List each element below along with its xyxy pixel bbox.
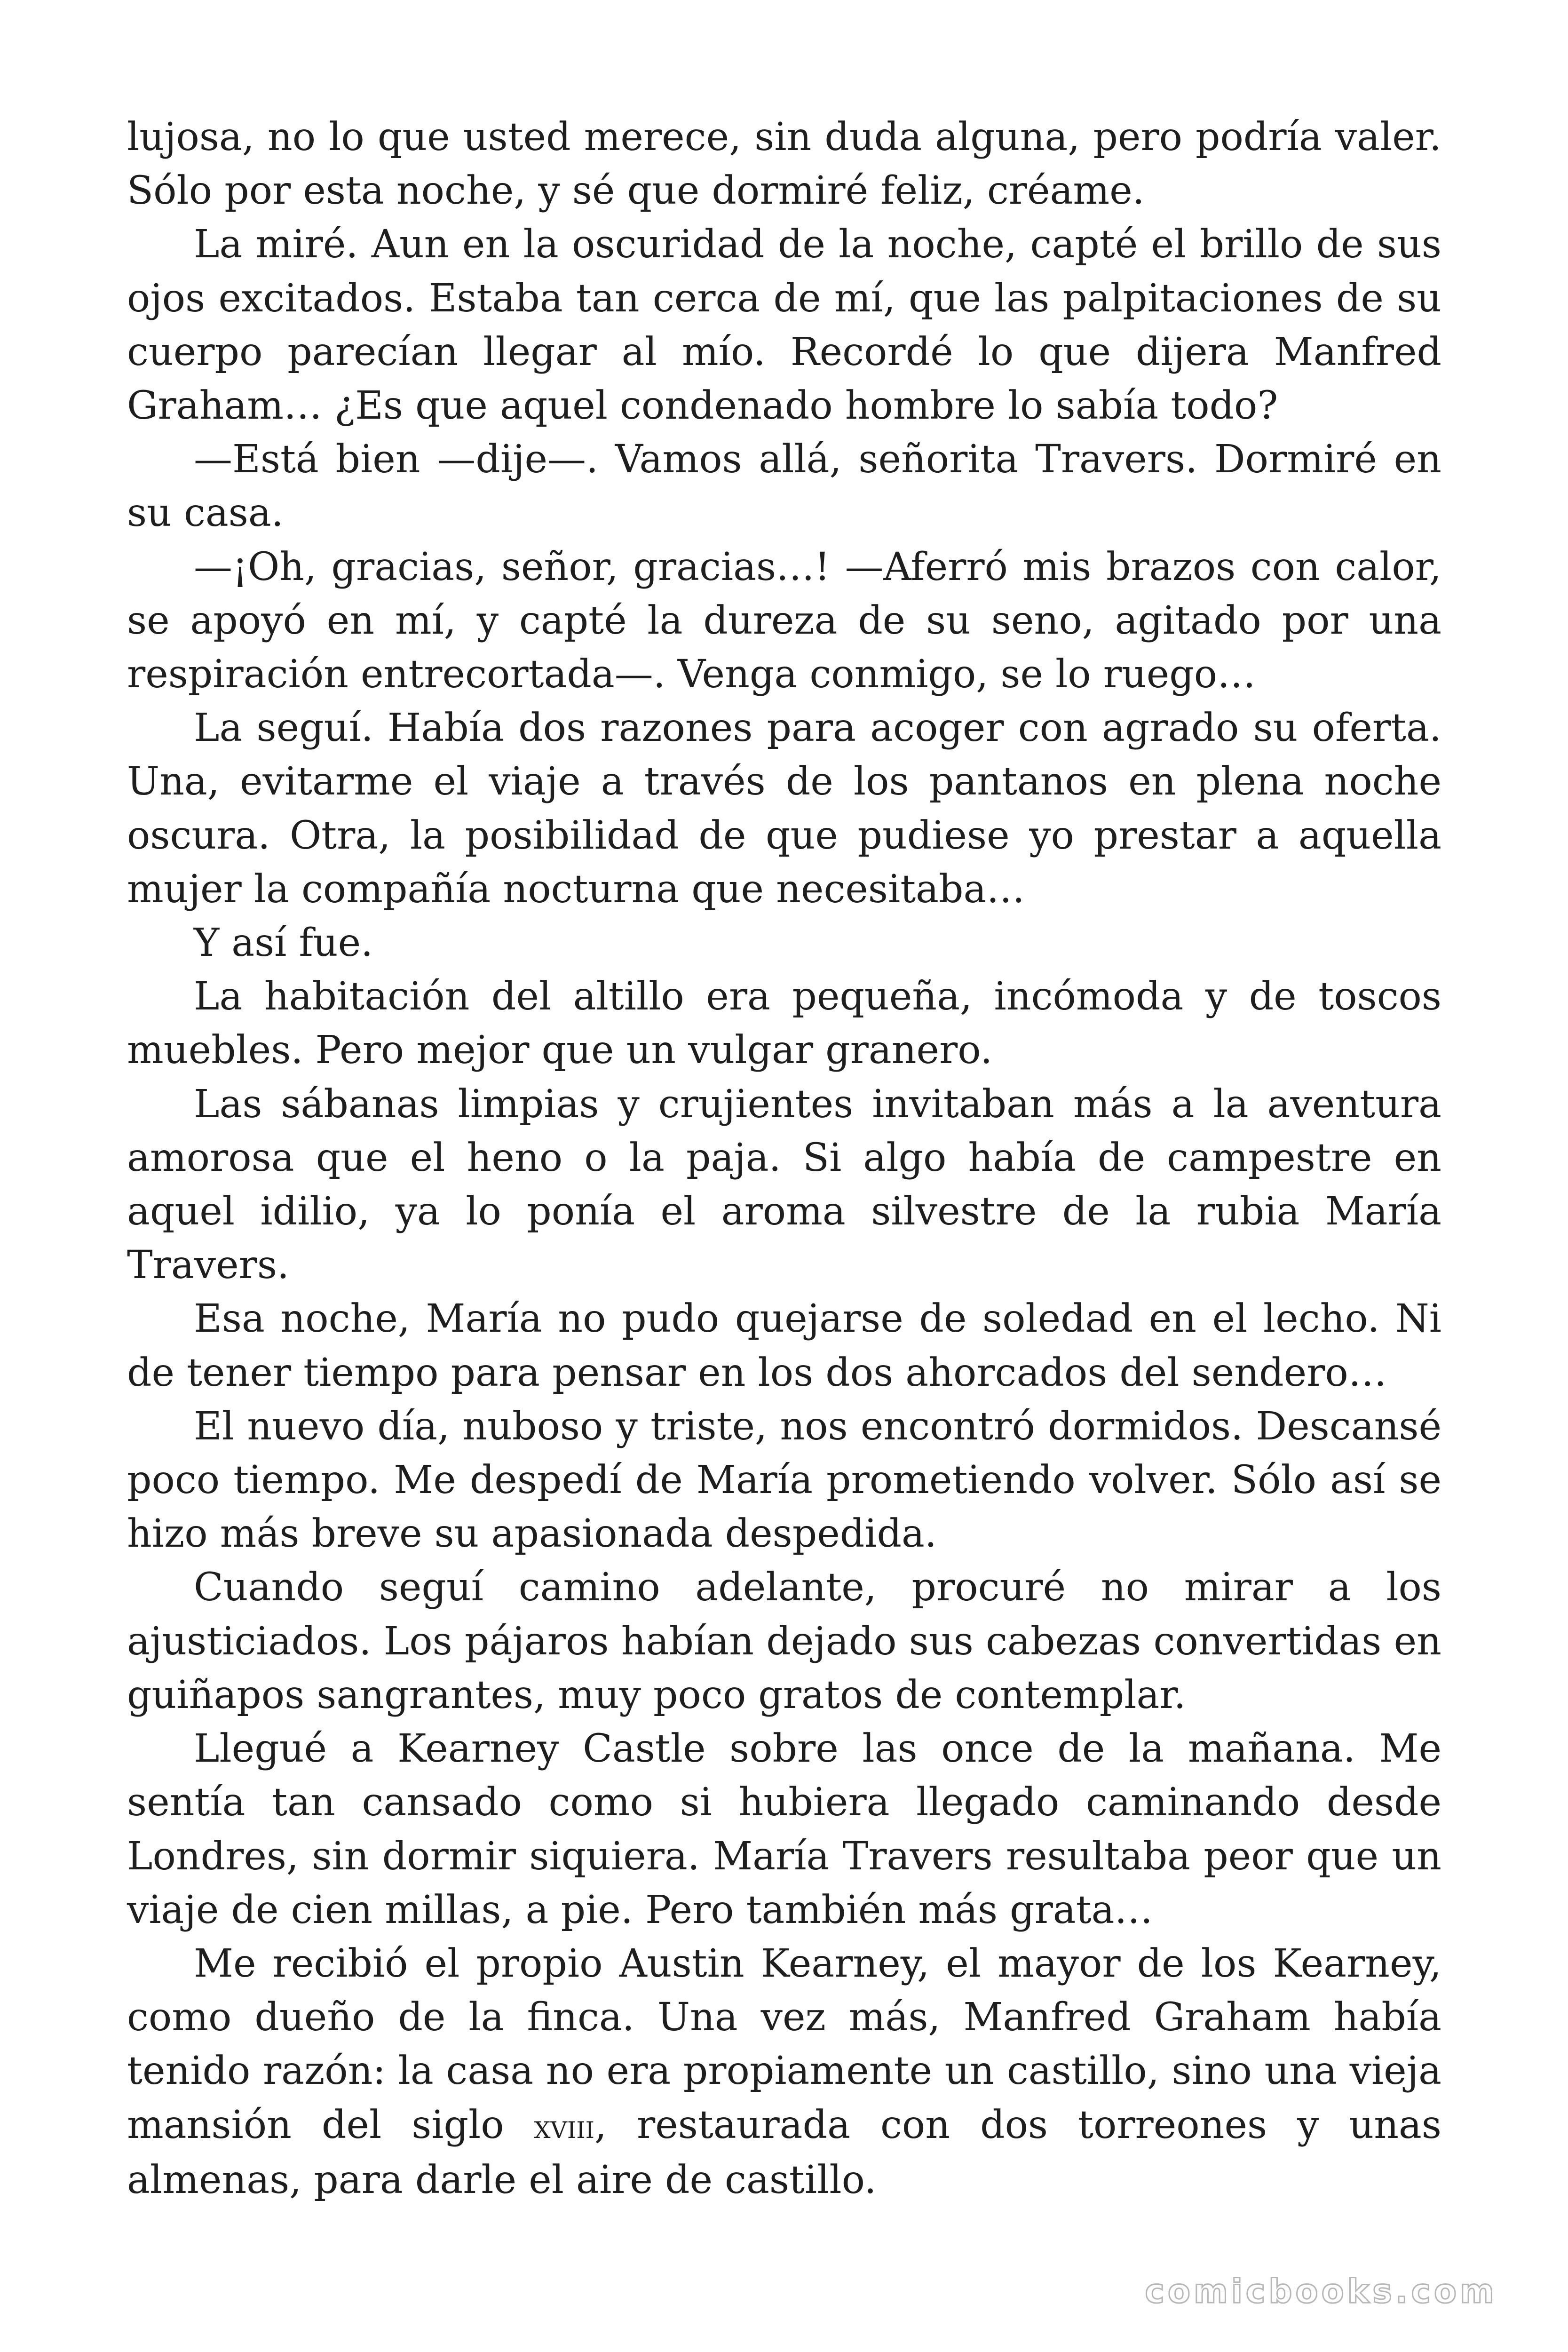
- paragraph: Cuando seguí camino adelante, procuré no mirar a los ajusticiados. Los pájaros habían dejado sus cabezas convertidas en guiñapos sangrantes, muy poco gratos de contemplar.: [127, 1565, 1441, 1717]
- paragraph: El nuevo día, nuboso y triste, nos encontró dormidos. Descansé poco tiempo. Me despedí de María prometiendo volver. Sólo así se hizo más breve su apasionada despedida.: [127, 1404, 1441, 1557]
- book-page-text: [127, 111, 1441, 2207]
- paragraph-last: [127, 1937, 1441, 2207]
- paragraph-last-end: , restaurada con dos torreones y unas almenas, para darle el aire de castillo.: [127, 2102, 1441, 2202]
- paragraph: Esa noche, María no pudo quejarse de soledad en el lecho. Ni de tener tiempo para pensar en los dos ahorcados del sendero…: [127, 1296, 1441, 1395]
- paragraph: Las sábanas limpias y crujientes invitaban más a la aventura amorosa que el heno o la paja. Si algo había de campestre en aquel idilio, ya lo ponía el aroma silvestre de la rubia María Travers.: [127, 1081, 1441, 1288]
- paragraph: La miré. Aun en la oscuridad de la noche, capté el brillo de sus ojos excitados. Estaba tan cerca de mí, que las palpitaciones de su cuerpo parecían llegar al mío. Recordé lo que dijera Manfred Graham… ¿Es que aquel condenado hombre lo sabía todo?: [127, 222, 1441, 429]
- paragraph: Llegué a Kearney Castle sobre las once de la mañana. Me sentía tan cansado como si hubiera llegado caminando desde Londres, sin dormir siquiera. María Travers resultaba peor que un viaje de cien millas, a pie. Pero también más grata…: [127, 1726, 1441, 1932]
- paragraph: —Está bien —dije—. Vamos allá, señorita Travers. Dormiré en su casa.: [127, 437, 1441, 536]
- paragraph: Y así fue.: [194, 921, 373, 966]
- watermark-logo: comicbooks.com: [1145, 2272, 1497, 2311]
- paragraph-last-start: Me recibió el propio Austin Kearney, el mayor de los Kearney, como dueño de la finca. Una vez más, Manfred Graham había tenido razón: la casa no era propiamente un castillo, sino una vieja mansión del siglo: [127, 1941, 1441, 2147]
- paragraph: —¡Oh, gracias, señor, gracias…! —Aferró mis brazos con calor, se apoyó en mí, y capté la dureza de su seno, agitado por una respiración entrecortada—. Venga conmigo, se lo ruego…: [127, 544, 1441, 697]
- paragraph: La seguí. Había dos razones para acoger con agrado su oferta. Una, evitarme el viaje a través de los pantanos en plena noche oscura. Otra, la posibilidad de que pudiese yo prestar a aquella mujer la compañía nocturna que necesitaba…: [127, 706, 1441, 912]
- century-numeral: xviii: [534, 2107, 594, 2146]
- paragraph: lujosa, no lo que usted merece, sin duda alguna, pero podría valer. Sólo por esta noche, y sé que dormiré feliz, créame.: [127, 115, 1441, 214]
- paragraph: La habitación del altillo era pequeña, incómoda y de toscos muebles. Pero mejor que un vulgar granero.: [127, 974, 1441, 1073]
